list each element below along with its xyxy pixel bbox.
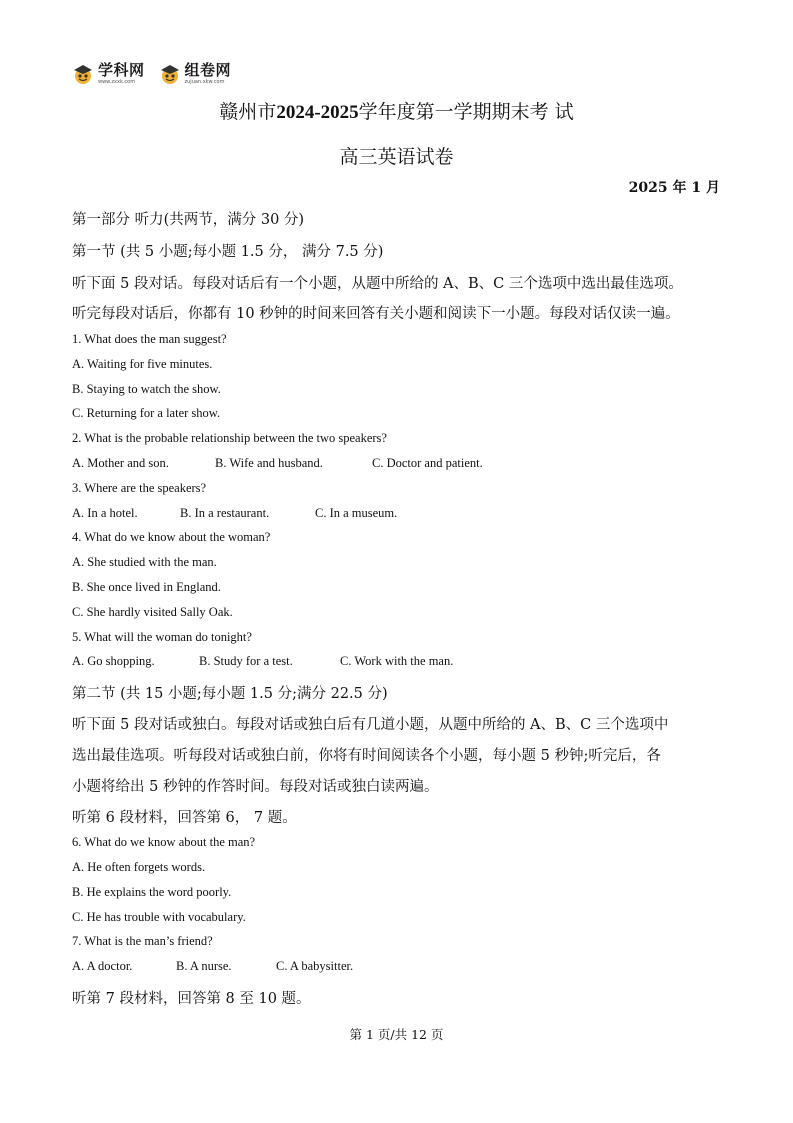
option: A. He often forgets words. (72, 860, 206, 874)
exam-date: 2025 年 1 月 (628, 180, 720, 196)
section1-instruction-line: 听下面 5 段对话。每段对话后有一个小题，从题中所给的 A、B、C 三个选项中选出最佳选项。 (72, 276, 683, 292)
option-row (72, 506, 397, 521)
question-stem: 1. What does the man suggest? (72, 332, 227, 346)
title-prefix: 赣州市 (219, 101, 277, 123)
option: A. She studied with the man. (72, 555, 217, 569)
option: A. In a hotel. (72, 506, 138, 520)
zujuan-logo (159, 63, 232, 85)
question-stem: 3. Where are the speakers? (72, 481, 207, 495)
xueke-logo-name: 学科网 (98, 61, 145, 79)
option: C. Returning for a later show. (72, 406, 221, 420)
logo-bar (72, 60, 245, 88)
option: C. She hardly visited Sally Oak. (72, 605, 233, 619)
title-years: 2024-2025 (276, 102, 359, 123)
option-row (72, 654, 453, 669)
section2-instruction-line: 听下面 5 段对话或独白。每段对话或独白后有几道小题，从题中所给的 A、B、C 三个选项中 (72, 717, 669, 733)
option: C. In a museum. (315, 506, 398, 520)
section2-instruction-line: 选出最佳选项。听每段对话或独白前，你将有时间阅读各个小题，每小题 5 秒钟;听完后，各 (72, 748, 661, 764)
option: B. She once lived in England. (72, 580, 221, 594)
exam-title (0, 97, 793, 124)
zujuan-logo-url: zujuan.xkw.com (184, 79, 225, 85)
option: A. Mother and son. (72, 456, 169, 470)
xueke-logo-url: www.zxxk.com (98, 79, 136, 85)
option-row (72, 959, 353, 974)
option: B. A nurse. (176, 959, 232, 973)
question-stem: 7. What is the man’s friend? (72, 934, 213, 948)
option: B. Study for a test. (199, 654, 293, 668)
option: C. He has trouble with vocabulary. (72, 910, 246, 924)
part1-heading: 第一部分 听力(共两节，满分 30 分) (72, 212, 305, 228)
question-stem: 4. What do we know about the woman? (72, 530, 271, 544)
zujuan-logo-icon (159, 63, 181, 85)
option: A. A doctor. (72, 959, 133, 973)
section2-heading: 第二节 (共 15 小题;每小题 1.5 分;满分 22.5 分) (72, 686, 388, 702)
xueke-logo (72, 63, 145, 85)
option: B. In a restaurant. (180, 506, 270, 520)
exam-subtitle: 高三英语试卷 (339, 146, 454, 168)
material-heading: 听第 7 段材料，回答第 8 至 10 题。 (72, 991, 311, 1007)
question-stem: 2. What is the probable relationship between the two speakers? (72, 431, 387, 445)
section2-instruction-line: 小题将给出 5 秒钟的作答时间。每段对话或独白读两遍。 (72, 779, 439, 795)
page-number: 第 1 页/共 12 页 (349, 1027, 444, 1042)
option: C. Work with the man. (340, 654, 454, 668)
xueke-logo-icon (72, 63, 94, 85)
material-heading: 听第 6 段材料，回答第 6， 7 题。 (72, 810, 297, 826)
question-stem: 5. What will the woman do tonight? (72, 630, 252, 644)
zujuan-logo-name: 组卷网 (184, 61, 232, 79)
option: A. Waiting for five minutes. (72, 357, 213, 371)
option-row (72, 456, 483, 471)
option: C. A babysitter. (276, 959, 354, 973)
option: B. Wife and husband. (215, 456, 323, 470)
option: B. He explains the word poorly. (72, 885, 232, 899)
option: A. Go shopping. (72, 654, 155, 668)
section1-instruction-line: 听完每段对话后，你都有 10 秒钟的时间来回答有关小题和阅读下一小题。每段对话仅读一遍。 (72, 306, 680, 322)
section1-heading: 第一节 (共 5 小题;每小题 1.5 分， 满分 7.5 分) (72, 244, 384, 260)
option: C. Doctor and patient. (372, 456, 483, 470)
option: B. Staying to watch the show. (72, 382, 221, 396)
title-suffix: 学年度第一学期期末考 试 (358, 101, 574, 123)
question-stem: 6. What do we know about the man? (72, 835, 256, 849)
